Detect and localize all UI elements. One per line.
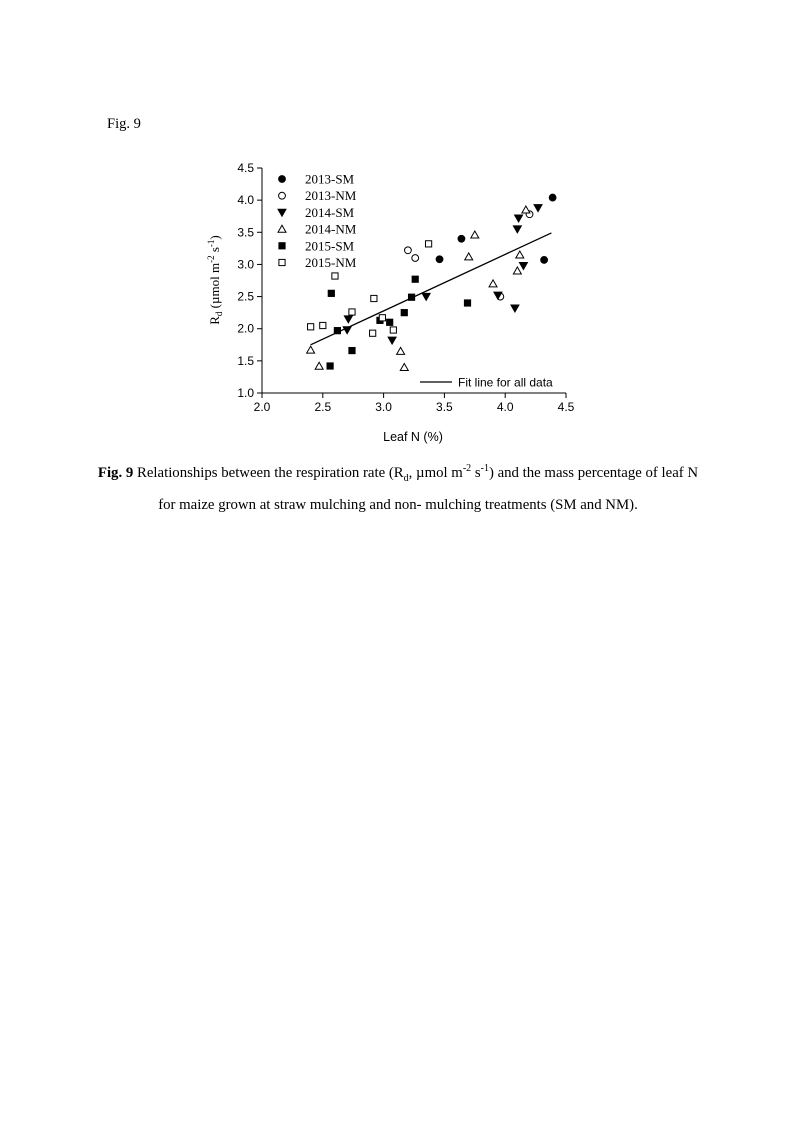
point-2014-nm — [465, 253, 473, 260]
point-2013-sm — [436, 256, 443, 263]
x-tick-label: 4.5 — [557, 400, 575, 414]
point-2015-sm — [387, 319, 393, 325]
point-2014-nm — [513, 267, 521, 274]
x-tick-label: 4.0 — [496, 400, 514, 414]
x-tick-label: 2.0 — [253, 400, 271, 414]
point-2015-sm — [464, 300, 470, 306]
caption-part1: Relationships between the respiration rate (R — [133, 464, 404, 481]
legend-marker-2013-sm — [279, 176, 286, 183]
legend-marker-2015-sm — [279, 243, 285, 249]
point-2015-nm — [320, 322, 326, 328]
point-2015-sm — [327, 363, 333, 369]
y-tick-label: 4.5 — [237, 161, 254, 175]
legend-fit-line-label: Fit line for all data — [458, 375, 553, 390]
y-tick-label: 2.5 — [237, 289, 254, 304]
y-tick-label: 1.0 — [237, 386, 254, 400]
point-2013-nm — [405, 247, 412, 254]
caption-part2: , µmol m — [408, 464, 463, 481]
caption-lead: Fig. 9 — [97, 464, 134, 481]
point-2013-sm — [549, 194, 556, 201]
caption-sub: d — [403, 472, 409, 484]
legend-label-2013-nm: 2013-NM — [305, 188, 357, 204]
legend-marker-2015-nm — [279, 259, 285, 265]
point-2013-sm — [458, 235, 465, 242]
x-tick-label: 2.5 — [314, 400, 332, 414]
point-2014-nm — [307, 346, 315, 353]
point-2014-sm — [513, 226, 521, 233]
point-2015-nm — [425, 241, 431, 247]
point-2014-sm — [519, 263, 527, 270]
legend-label-2013-sm: 2013-SM — [305, 171, 355, 187]
legend-label-2014-nm: 2014-NM — [305, 221, 357, 237]
point-2014-nm — [315, 362, 323, 369]
point-2014-nm — [522, 206, 530, 213]
y-label-unit-close: ) — [207, 235, 222, 240]
point-2014-nm — [471, 231, 479, 238]
point-2015-sm — [328, 290, 334, 296]
y-label-sup2: -1 — [206, 239, 216, 248]
figure-label: Fig. 9 — [107, 116, 141, 132]
point-2015-nm — [349, 309, 355, 315]
x-tick-label: 3.0 — [375, 400, 392, 414]
x-tick-label: 3.5 — [436, 400, 453, 414]
legend-label-2015-sm: 2015-SM — [305, 238, 355, 254]
y-label-unit-open: (µmol m — [207, 262, 222, 312]
y-tick-label: 1.5 — [237, 353, 254, 368]
legend-marker-2013-nm — [279, 192, 286, 199]
point-2015-sm — [334, 328, 340, 334]
point-2015-sm — [408, 294, 414, 300]
y-tick-label: 3.5 — [237, 225, 254, 240]
point-2014-nm — [400, 363, 408, 370]
point-2015-nm — [332, 273, 338, 279]
y-axis-label — [206, 235, 224, 324]
point-2015-sm — [412, 276, 418, 282]
point-2014-sm — [344, 316, 352, 323]
point-2014-sm — [534, 205, 542, 212]
y-tick-label: 4.0 — [237, 193, 254, 208]
point-2013-nm — [412, 255, 419, 262]
caption-part3: s — [471, 464, 481, 481]
point-2013-sm — [541, 257, 548, 264]
y-tick-label: 3.0 — [237, 257, 254, 272]
point-2015-sm — [349, 347, 355, 353]
point-2014-sm — [422, 293, 430, 300]
caption-sup2: -1 — [480, 463, 489, 474]
point-2014-nm — [397, 347, 405, 354]
y-tick-label: 2.0 — [237, 321, 254, 336]
scatter-chart — [0, 0, 793, 460]
point-2015-nm — [390, 327, 396, 333]
point-2014-sm — [515, 215, 523, 222]
point-2015-nm — [308, 324, 314, 330]
figure-caption — [90, 455, 706, 519]
point-2015-nm — [379, 315, 385, 321]
point-2014-sm — [388, 337, 396, 344]
point-2014-nm — [489, 280, 497, 287]
y-label-main: R — [207, 316, 222, 325]
caption-part4: ) and the mass percentage of leaf N for maize grown at straw mulching and non- mulching treatments (SM and NM). — [158, 464, 699, 513]
legend-label-2014-sm: 2014-SM — [305, 204, 355, 220]
point-2015-sm — [401, 310, 407, 316]
x-axis-label: Leaf N (%) — [383, 430, 443, 444]
legend-marker-2014-nm — [278, 225, 286, 232]
point-2014-nm — [516, 251, 524, 258]
y-label-sup1: -2 — [206, 255, 216, 263]
point-2015-nm — [371, 295, 377, 301]
legend-marker-2014-sm — [278, 209, 286, 216]
y-label-sub: d — [214, 311, 224, 317]
point-2014-sm — [511, 305, 519, 312]
point-2014-sm — [343, 327, 351, 334]
caption-sup1: -2 — [462, 463, 472, 474]
y-label-mid: s — [207, 247, 222, 256]
legend-label-2015-nm: 2015-NM — [305, 255, 357, 270]
point-2015-nm — [370, 330, 376, 336]
